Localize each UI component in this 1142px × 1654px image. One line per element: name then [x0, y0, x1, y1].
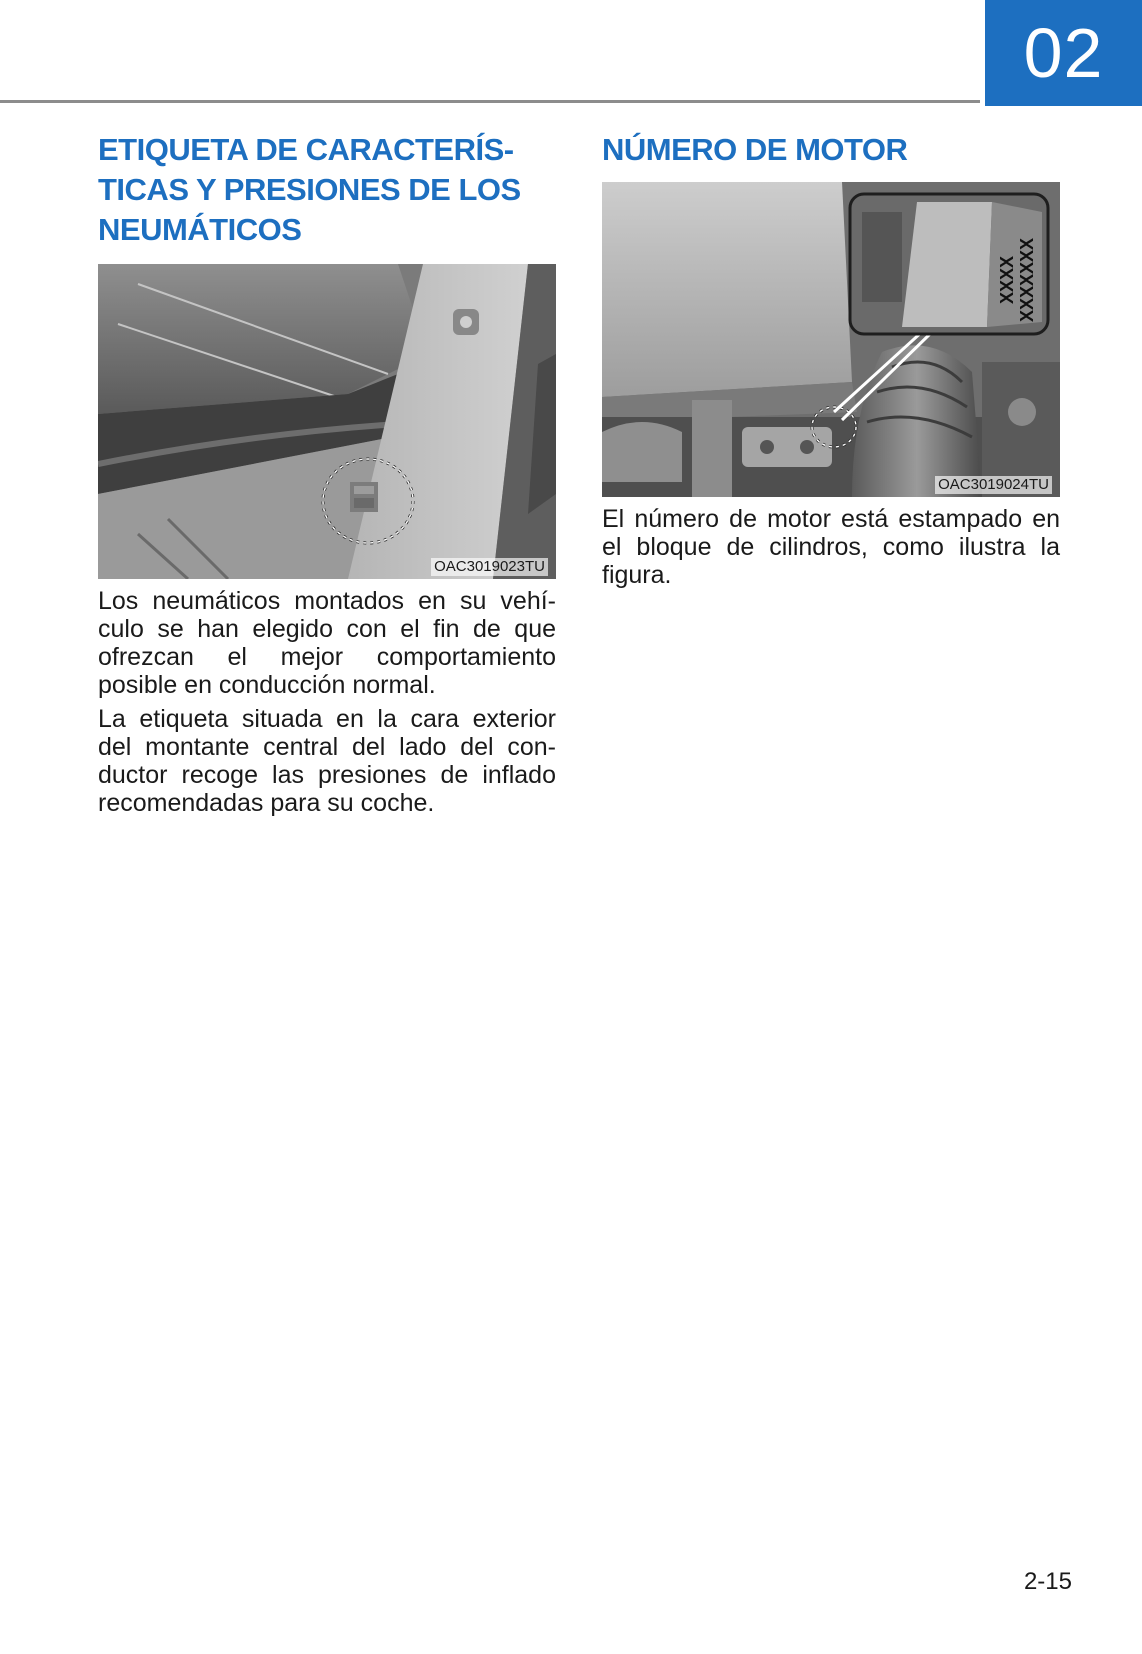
engine-number-figure — [602, 182, 1060, 497]
header-rule — [0, 100, 980, 103]
paragraph: La etiqueta situada en la cara exterior del montante central del lado del conductor recoge las presiones de inflado recomendadas para su coche. — [98, 705, 556, 817]
tire-label-figure — [98, 264, 556, 579]
heading-line-3: NEUMÁTICOS — [98, 212, 302, 247]
left-body-text — [98, 587, 556, 817]
paragraph: El número de motor está estampado en el bloque de cilindros, como ilustra la figura. — [602, 505, 1060, 589]
engine-stamp-line-2: XXXXXXX — [1017, 237, 1037, 323]
figure-code: OAC3019023TU — [431, 558, 548, 576]
engine-stamp — [997, 225, 1037, 335]
section-heading-engine-number: NÚMERO DE MOTOR — [602, 132, 908, 167]
left-column — [98, 130, 556, 817]
page-number: 2-15 — [1023, 1568, 1072, 1595]
engine-stamp-line-1: XXXX — [997, 255, 1017, 305]
figure-code: OAC3019024TU — [935, 476, 1052, 494]
door-pillar-illustration — [98, 264, 556, 579]
paragraph: Los neumáticos montados en su vehículo se han elegido con el fin de que ofrezcan el mejor comportamiento posible en conducción normal. — [98, 587, 556, 699]
section-heading-tire-label — [98, 130, 556, 250]
right-column — [602, 130, 1060, 589]
heading-line-1: ETIQUETA DE CARACTERÍS- — [98, 132, 514, 167]
engine-bay-illustration — [602, 182, 1060, 497]
right-body-text — [602, 505, 1060, 589]
heading-line-2: TICAS Y PRESIONES DE LOS — [98, 172, 521, 207]
chapter-tab: 02 — [985, 0, 1142, 106]
